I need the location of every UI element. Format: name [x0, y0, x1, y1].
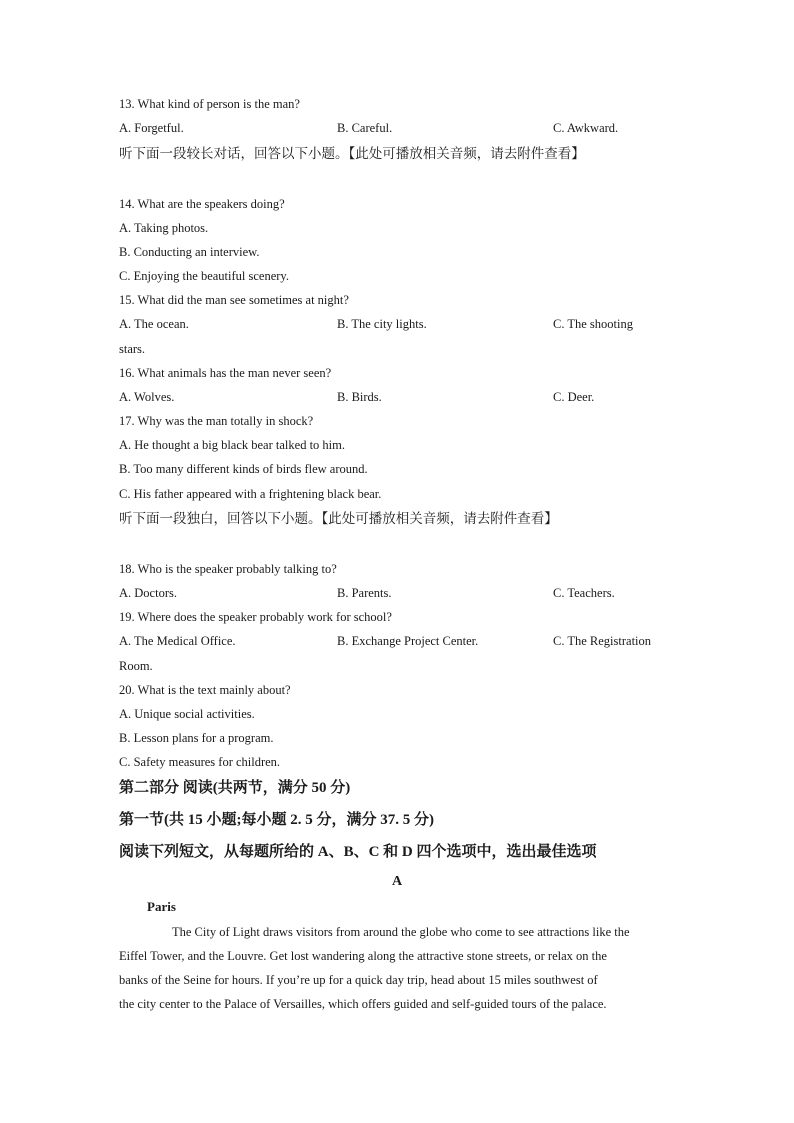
question-17: 17. Why was the man totally in shock? — [119, 414, 314, 428]
passage-line-2: Eiffel Tower, and the Louvre. Get lost wandering along the attractive stone streets, or relax on the — [119, 949, 607, 963]
q16-option-a: A. Wolves. — [119, 390, 175, 404]
section-2-part-1: 第一节(共 15 小题;每小题 2. 5 分，满分 37. 5 分) — [119, 812, 434, 828]
q17-option-a: A. He thought a big black bear talked to him. — [119, 438, 345, 452]
q15-option-c: C. The shooting — [553, 317, 633, 331]
q19-option-c-continued: Room. — [119, 659, 153, 673]
q20-option-c: C. Safety measures for children. — [119, 755, 281, 769]
question-20: 20. What is the text mainly about? — [119, 683, 291, 697]
question-18: 18. Who is the speaker probably talking to? — [119, 562, 337, 576]
instruction-monologue: 听下面一段独白，回答以下小题。【此处可播放相关音频，请去附件查看】 — [119, 511, 558, 526]
passage-line-4: the city center to the Palace of Versailles, which offers guided and self-guided tours of the palace. — [119, 997, 607, 1011]
passage-line-3: banks of the Seine for hours. If you’re up for a quick day trip, head about 15 miles southwest of — [119, 973, 598, 987]
q20-option-a: A. Unique social activities. — [119, 707, 255, 721]
q18-option-b: B. Parents. — [337, 586, 392, 600]
passage-label: A — [391, 874, 403, 889]
q19-option-c: C. The Registration — [553, 634, 652, 648]
question-14: 14. What are the speakers doing? — [119, 197, 285, 211]
passage-line-1: The City of Light draws visitors from around the globe who come to see attractions like the — [172, 925, 630, 939]
q13-option-a: A. Forgetful. — [119, 121, 184, 135]
q13-option-c: C. Awkward. — [553, 121, 619, 135]
q13-option-b: B. Careful. — [337, 121, 393, 135]
q16-option-b: B. Birds. — [337, 390, 382, 404]
q20-option-b: B. Lesson plans for a program. — [119, 731, 274, 745]
q15-option-c-continued: stars. — [119, 342, 146, 356]
question-15: 15. What did the man see sometimes at night? — [119, 293, 349, 307]
q17-option-c: C. His father appeared with a frightening black bear. — [119, 487, 382, 501]
q15-option-a: A. The ocean. — [119, 317, 189, 331]
q14-option-c: C. Enjoying the beautiful scenery. — [119, 269, 289, 283]
q19-option-b: B. Exchange Project Center. — [337, 634, 479, 648]
q14-option-b: B. Conducting an interview. — [119, 245, 260, 259]
question-13: 13. What kind of person is the man? — [119, 97, 300, 111]
instruction-long-dialogue: 听下面一段较长对话，回答以下小题。【此处可播放相关音频，请去附件查看】 — [119, 146, 585, 161]
q18-option-c: C. Teachers. — [553, 586, 615, 600]
q14-option-a: A. Taking photos. — [119, 221, 209, 235]
section-2-instruction: 阅读下列短文，从每题所给的 A、B、C 和 D 四个选项中，选出最佳选项 — [119, 844, 597, 860]
passage-heading: Paris — [147, 899, 176, 914]
q16-option-c: C. Deer. — [553, 390, 595, 404]
q17-option-b: B. Too many different kinds of birds flew around. — [119, 462, 368, 476]
q18-option-a: A. Doctors. — [119, 586, 177, 600]
section-2-title: 第二部分 阅读(共两节，满分 50 分) — [119, 780, 351, 796]
question-16: 16. What animals has the man never seen? — [119, 366, 332, 380]
q19-option-a: A. The Medical Office. — [119, 634, 236, 648]
question-19: 19. Where does the speaker probably work for school? — [119, 610, 392, 624]
q15-option-b: B. The city lights. — [337, 317, 427, 331]
